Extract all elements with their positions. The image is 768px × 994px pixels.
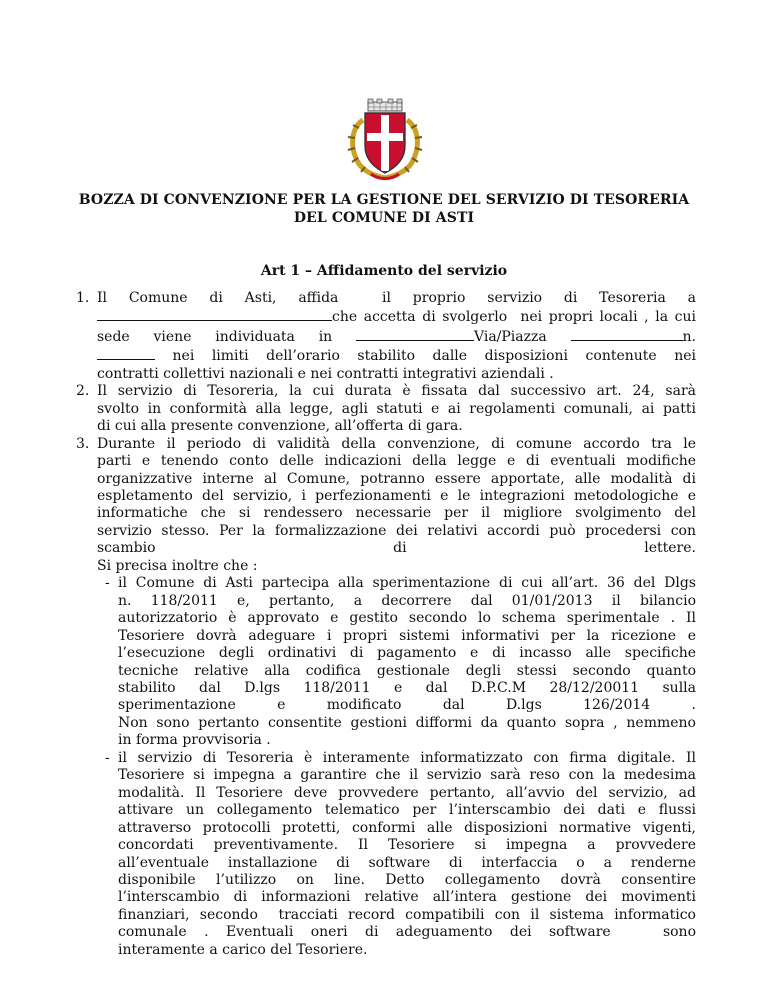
text-line bbox=[97, 471, 696, 488]
text-fragment: informatiche che si rendessero necessarie per il migliore svolgimento del bbox=[97, 505, 696, 522]
text-line bbox=[97, 346, 696, 365]
text-line bbox=[118, 628, 696, 645]
text-line bbox=[118, 907, 696, 924]
text-fragment: in forma provvisoria . bbox=[118, 732, 271, 749]
text-fragment: sede viene individuata in bbox=[97, 328, 356, 345]
text-fragment: modalità. Il Tesoriere deve provvedere pertanto, all’avvio del servizio, ad bbox=[118, 784, 696, 801]
text-line bbox=[118, 732, 696, 749]
text-fragment: organizzative interne al Comune, potranno essere apportate, alle modalità di bbox=[97, 470, 696, 487]
coat-of-arms-icon bbox=[341, 98, 429, 182]
text-fragment: l’interscambio di informazioni relative all’intera gestione dei movimenti bbox=[118, 889, 696, 906]
text-fragment: il Comune di Asti partecipa alla sperimentazione di cui all’art. 36 del Dlgs bbox=[118, 575, 696, 592]
text-fragment: Durante il periodo di validità della convenzione, di comune accordo tra le bbox=[97, 435, 696, 452]
text-line bbox=[97, 558, 696, 575]
item-number: 2. bbox=[76, 383, 90, 400]
sub-item bbox=[97, 575, 696, 750]
text-fragment: disponibile l’utilizzo on line. Detto collegamento dovrà consentire bbox=[118, 871, 696, 888]
numbered-item bbox=[72, 290, 696, 383]
text-line bbox=[118, 750, 696, 767]
text-line bbox=[118, 680, 696, 697]
text-fragment: attivare un collegamento telematico per l’interscambio dei dati e flussi bbox=[118, 802, 696, 819]
text-fragment: di cui alla presente convenzione, all’offerta di gara. bbox=[97, 418, 463, 435]
text-fragment: sperimentazione e modificato dal D.lgs 126/2014 . bbox=[118, 697, 696, 714]
text-fragment: scambio di lettere. bbox=[97, 540, 696, 557]
text-fragment: interamente a carico del Tesoriere. bbox=[118, 941, 368, 958]
text-line bbox=[97, 418, 696, 435]
article-body bbox=[72, 290, 696, 959]
text-line bbox=[118, 802, 696, 819]
text-fragment: comunale . Eventuali oneri di adeguamento dei software sono bbox=[118, 924, 696, 941]
document-title-line: DEL COMUNE DI ASTI bbox=[293, 210, 475, 226]
fill-in-blank[interactable] bbox=[571, 327, 683, 341]
fill-in-blank[interactable] bbox=[356, 327, 474, 341]
text-line bbox=[118, 942, 696, 959]
text-fragment: Il Comune di Asti, affida il proprio servizio di Tesoreria a bbox=[97, 290, 696, 306]
text-line bbox=[118, 889, 696, 906]
text-line bbox=[118, 924, 696, 941]
text-line bbox=[97, 488, 696, 505]
text-line bbox=[97, 453, 696, 470]
text-line bbox=[97, 436, 696, 453]
text-fragment: attraverso protocolli protetti, conformi alle disposizioni normative vigenti, bbox=[118, 819, 696, 836]
text-line bbox=[118, 593, 696, 610]
text-fragment: finanziari, secondo tracciati record compatibili con il sistema informatico bbox=[118, 906, 696, 923]
fill-in-blank[interactable] bbox=[97, 307, 332, 321]
document-title-line: BOZZA DI CONVENZIONE PER LA GESTIONE DEL SERVIZIO DI TESORERIA bbox=[78, 192, 690, 208]
text-fragment: servizio stesso. Per la formalizzazione dei relativi accordi può procedersi con bbox=[97, 522, 696, 539]
sub-item bbox=[97, 750, 696, 959]
text-fragment: contratti collettivi nazionali e nei contratti integrativi aziendali . bbox=[97, 365, 554, 382]
text-line bbox=[97, 383, 696, 400]
text-fragment: Il servizio di Tesoreria, la cui durata è fissata dal successivo art. 24, sarà bbox=[97, 383, 696, 400]
text-line bbox=[118, 697, 696, 714]
text-fragment: Non sono pertanto consentite gestioni difformi da quanto sopra , nemmeno bbox=[118, 714, 696, 731]
text-line bbox=[118, 610, 696, 627]
text-fragment: n. 118/2011 e, pertanto, a decorrere dal 01/01/2013 il bilancio bbox=[118, 592, 696, 609]
text-line bbox=[118, 837, 696, 854]
text-fragment: tecniche relative alla codifica gestionale degli stessi secondo quanto bbox=[118, 662, 696, 679]
text-line bbox=[118, 785, 696, 802]
text-line bbox=[118, 855, 696, 872]
text-fragment: svolto in conformità alla legge, agli statuti e ai regolamenti comunali, ai patti bbox=[97, 400, 696, 417]
text-line bbox=[118, 820, 696, 837]
item-number: 3. bbox=[76, 435, 90, 452]
text-line bbox=[118, 715, 696, 732]
text-fragment: l’esecuzione degli ordinativi di pagamento e di incasso alle specifiche bbox=[118, 645, 696, 662]
text-fragment: espletamento del servizio, i perfezionamenti e le integrazioni metodologiche e bbox=[97, 487, 696, 504]
text-line bbox=[118, 575, 696, 592]
text-fragment: concordati preventivamente. Il Tesoriere si impegna a provvedere bbox=[118, 837, 696, 854]
document-title bbox=[60, 191, 708, 227]
text-line bbox=[97, 505, 696, 522]
item-number: 1. bbox=[76, 290, 90, 306]
text-line bbox=[118, 645, 696, 662]
text-fragment: Via/Piazza bbox=[473, 328, 571, 345]
text-fragment: Tesoriere si impegna a garantire che il servizio sarà reso con la medesima bbox=[118, 767, 696, 784]
sub-item-bullet: - bbox=[105, 749, 110, 766]
text-fragment: Si precisa inoltre che : bbox=[97, 557, 258, 574]
text-fragment: Tesoriere dovrà adeguare i propri sistemi informativi per la ricezione e bbox=[118, 627, 696, 644]
article-title: Art 1 – Affidamento del servizio bbox=[260, 263, 508, 279]
text-line bbox=[97, 366, 696, 383]
text-line bbox=[97, 307, 696, 326]
text-line bbox=[118, 767, 696, 784]
fill-in-blank[interactable] bbox=[97, 346, 155, 360]
sub-item-bullet: - bbox=[105, 575, 110, 592]
text-line bbox=[97, 290, 696, 307]
text-fragment: stabilito dal D.lgs 118/2011 e dal D.P.C.M 28/12/20011 sulla bbox=[118, 679, 696, 696]
text-fragment: parti e tenendo conto delle indicazioni della legge e di eventuali modifiche bbox=[97, 453, 696, 470]
crown-icon bbox=[368, 99, 402, 111]
text-fragment: n. bbox=[682, 328, 696, 345]
text-line bbox=[118, 663, 696, 680]
text-fragment: autorizzatorio è approvato e gestito secondo lo schema sperimentale . Il bbox=[118, 610, 696, 627]
text-fragment: nei limiti dell’orario stabilito dalle disposizioni contenute nei bbox=[155, 348, 696, 365]
text-line bbox=[97, 327, 696, 346]
text-line bbox=[118, 872, 696, 889]
text-fragment: il servizio di Tesoreria è interamente informatizzato con firma digitale. Il bbox=[118, 749, 696, 766]
numbered-item bbox=[72, 436, 696, 960]
text-line bbox=[97, 540, 696, 557]
numbered-item bbox=[72, 383, 696, 435]
text-fragment: all’eventuale installazione di software di interfaccia o a renderne bbox=[118, 854, 696, 871]
text-line bbox=[97, 523, 696, 540]
text-line bbox=[97, 401, 696, 418]
text-fragment: che accetta di svolgerlo nei propri locali , la cui bbox=[332, 309, 696, 326]
